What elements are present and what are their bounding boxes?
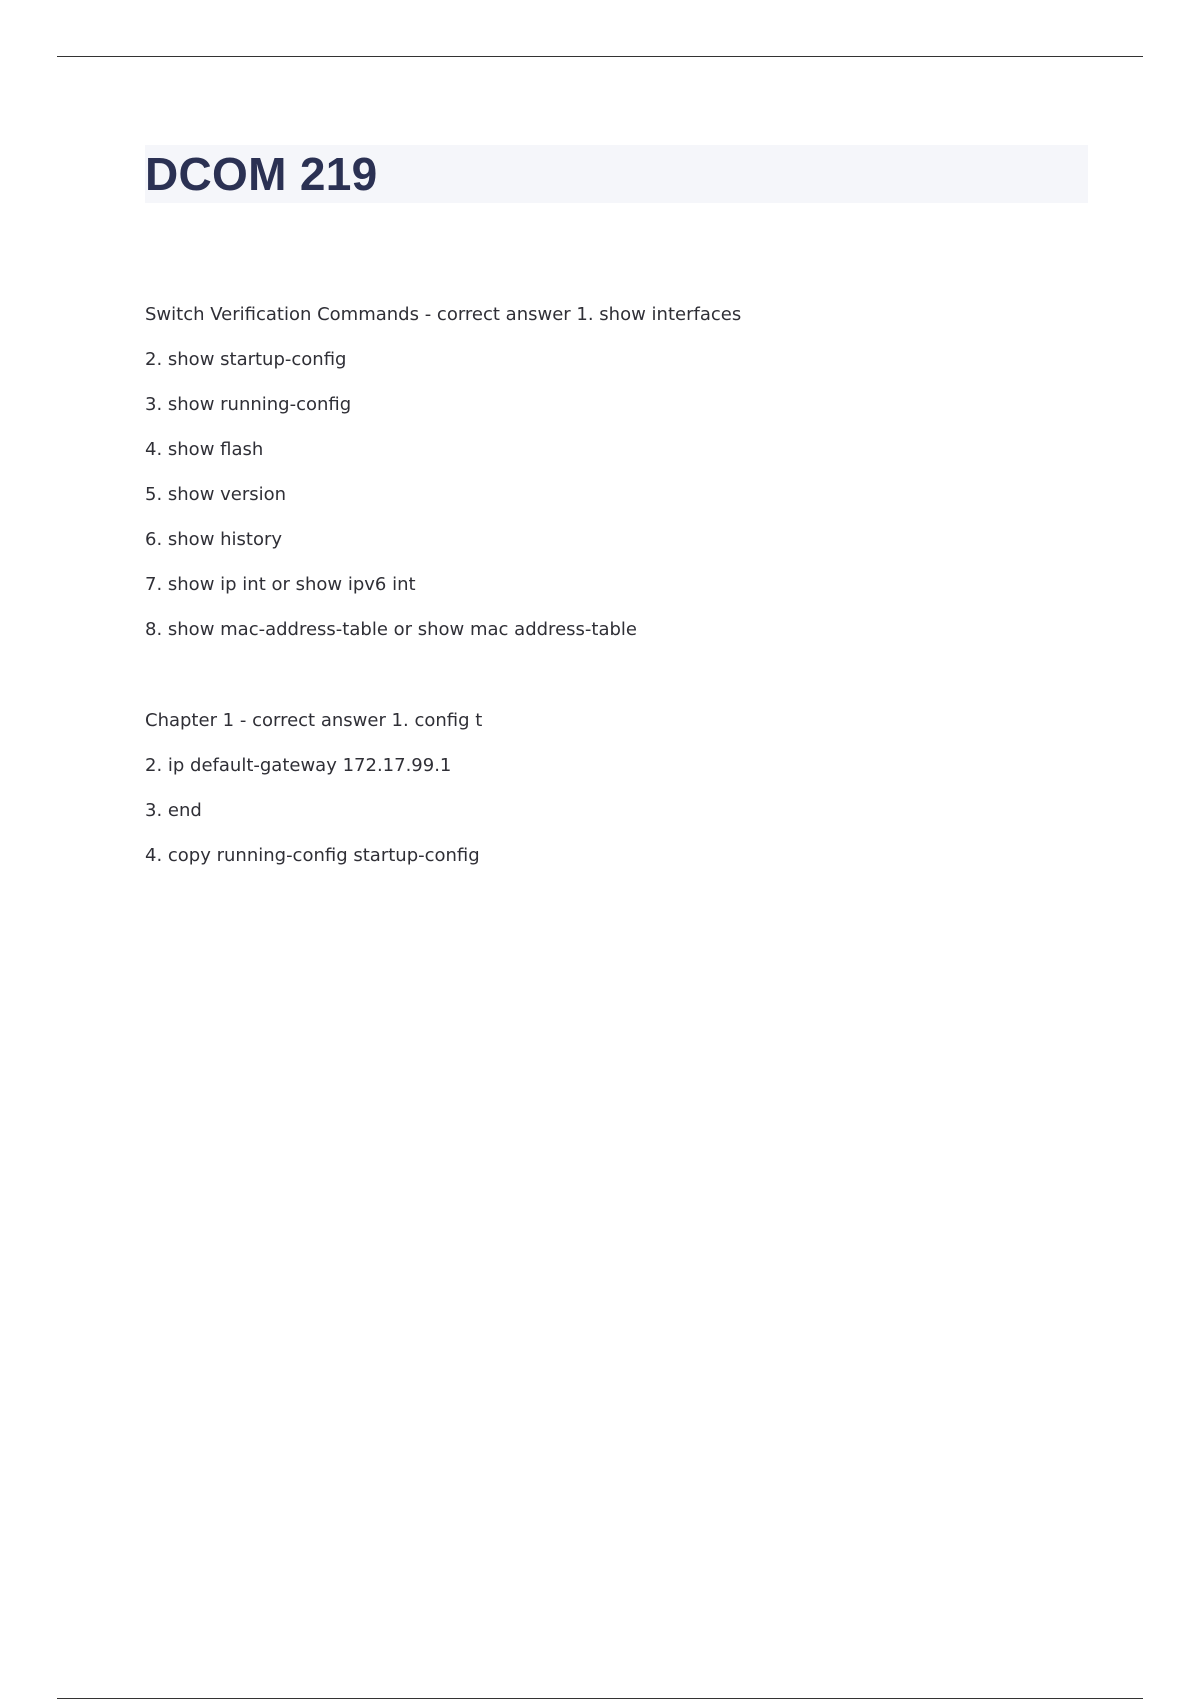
qa-line: 6. show history [145, 529, 283, 550]
page-title: DCOM 219 [145, 148, 378, 200]
qa-line: 8. show mac-address-table or show mac address-table [145, 619, 637, 640]
header-rule [57, 56, 1143, 57]
qa-line: 3. end [145, 800, 202, 821]
footer-rule [57, 1698, 1143, 1699]
qa-line: 2. show startup-config [145, 349, 347, 370]
qa-line: 4. show flash [145, 439, 264, 460]
qa-entry-switch-verification [145, 292, 1088, 652]
qa-line: 4. copy running-config startup-config [145, 845, 480, 866]
qa-line: 3. show running-config [145, 394, 352, 415]
qa-entry-chapter-1 [145, 698, 1088, 878]
qa-line: Chapter 1 - correct answer 1. config t [145, 710, 483, 731]
qa-line: Switch Verification Commands - correct answer 1. show interfaces [145, 304, 742, 325]
document-body [145, 292, 1088, 924]
qa-line: 2. ip default-gateway 172.17.99.1 [145, 755, 452, 776]
title-band [145, 145, 1088, 203]
qa-line: 5. show version [145, 484, 287, 505]
qa-line: 7. show ip int or show ipv6 int [145, 574, 416, 595]
